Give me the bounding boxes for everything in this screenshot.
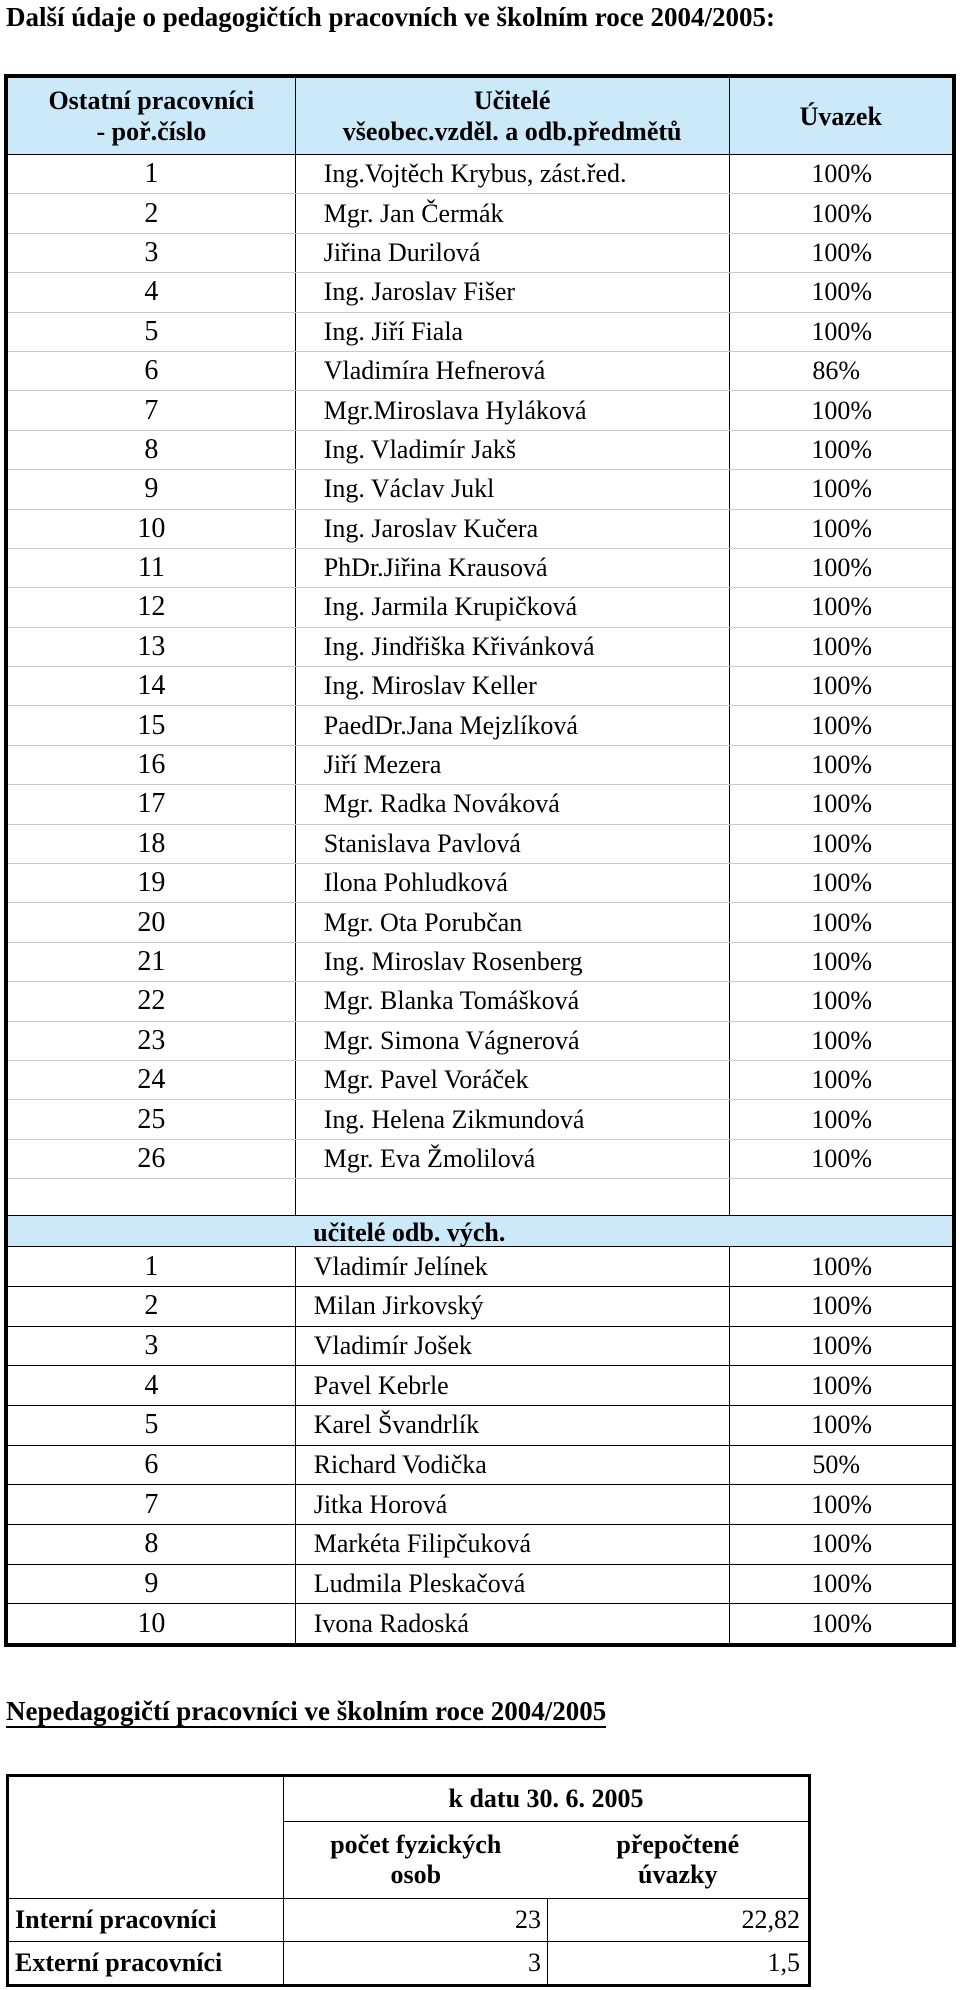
row-number: 10 xyxy=(6,509,295,548)
workload-percent: 100% xyxy=(729,1326,954,1366)
workload-percent: 100% xyxy=(729,1247,954,1287)
fte-value: 22,82 xyxy=(548,1899,810,1942)
row-number: 24 xyxy=(6,1060,295,1099)
staff-name: Mgr. Pavel Voráček xyxy=(295,1060,729,1099)
staff-name: Mgr. Ota Porubčan xyxy=(295,903,729,942)
staff-name: Ludmila Pleskačová xyxy=(295,1564,729,1604)
table-row xyxy=(6,509,954,548)
section-header xyxy=(6,1216,954,1247)
staff-name: Richard Vodička xyxy=(295,1445,729,1485)
row-number: 26 xyxy=(6,1139,295,1178)
staff-name: Ing.Vojtěch Krybus, zást.řed. xyxy=(295,155,729,194)
table-row xyxy=(6,1564,954,1604)
staff-name: Markéta Filipčuková xyxy=(295,1524,729,1564)
row-number: 15 xyxy=(6,706,295,745)
workload-percent: 100% xyxy=(729,509,954,548)
persons-count: 3 xyxy=(284,1942,548,1986)
teachers-table xyxy=(4,74,956,1647)
staff-name: Ing. Jaroslav Fišer xyxy=(295,273,729,312)
table-row xyxy=(6,351,954,390)
workload-percent: 100% xyxy=(729,588,954,627)
blank-cell xyxy=(729,1179,954,1216)
workload-percent: 100% xyxy=(729,430,954,469)
row-number: 17 xyxy=(6,785,295,824)
table-row xyxy=(6,627,954,666)
table-row xyxy=(6,1139,954,1178)
workload-percent: 100% xyxy=(729,1286,954,1326)
workload-percent: 50% xyxy=(729,1445,954,1485)
staff-name: Jitka Horová xyxy=(295,1485,729,1525)
staff-name: Mgr. Radka Nováková xyxy=(295,785,729,824)
table-row xyxy=(6,1366,954,1406)
table-row xyxy=(6,706,954,745)
row-number: 8 xyxy=(6,1524,295,1564)
table-row xyxy=(6,312,954,351)
staff-name: Mgr. Jan Čermák xyxy=(295,194,729,233)
table-row xyxy=(6,1405,954,1445)
table-row xyxy=(6,273,954,312)
workload-percent: 100% xyxy=(729,942,954,981)
workload-percent: 100% xyxy=(729,312,954,351)
section-blank xyxy=(6,1216,295,1247)
blank-row xyxy=(6,1179,954,1216)
staff-name: Ing. Vladimír Jakš xyxy=(295,430,729,469)
table-row xyxy=(6,1286,954,1326)
row-number: 2 xyxy=(6,1286,295,1326)
workload-percent: 100% xyxy=(729,1100,954,1139)
table-row xyxy=(6,155,954,194)
fte-value: 1,5 xyxy=(767,1948,801,1977)
workload-percent: 100% xyxy=(729,273,954,312)
row-number: 23 xyxy=(6,1021,295,1060)
row-number: 11 xyxy=(6,548,295,587)
table-row xyxy=(6,588,954,627)
table-row xyxy=(6,667,954,706)
table-row xyxy=(6,1485,954,1525)
table-row xyxy=(6,1100,954,1139)
workload-percent: 100% xyxy=(729,903,954,942)
workload-percent: 100% xyxy=(729,667,954,706)
workload-percent: 100% xyxy=(729,1139,954,1178)
row-number: 20 xyxy=(6,903,295,942)
workload-percent: 100% xyxy=(729,745,954,784)
workload-percent: 100% xyxy=(729,785,954,824)
staff-name: Jiří Mezera xyxy=(295,745,729,784)
row-number: 3 xyxy=(6,233,295,272)
table-row xyxy=(6,430,954,469)
workload-percent: 100% xyxy=(729,706,954,745)
table-row xyxy=(6,785,954,824)
row-number: 8 xyxy=(6,430,295,469)
row-number: 16 xyxy=(6,745,295,784)
row-number: 25 xyxy=(6,1100,295,1139)
header-teachers: Učitelé všeobec.vzděl. a odb.předmětů xyxy=(295,76,729,155)
workload-percent: 100% xyxy=(729,194,954,233)
table-row xyxy=(6,1524,954,1564)
row-number: 21 xyxy=(6,942,295,981)
table-row xyxy=(6,548,954,587)
table-row xyxy=(6,903,954,942)
workload-percent: 100% xyxy=(729,982,954,1021)
staff-name: Mgr. Eva Žmolilová xyxy=(295,1139,729,1178)
workload-percent: 100% xyxy=(729,1060,954,1099)
staff-name: Ing. Jiří Fiala xyxy=(295,312,729,351)
header-workload: Úvazek xyxy=(729,76,954,155)
staff-name: Ing. Václav Jukl xyxy=(295,470,729,509)
row-number: 18 xyxy=(6,824,295,863)
blank-cell xyxy=(6,1179,295,1216)
row-number: 9 xyxy=(6,470,295,509)
page-title: Další údaje o pedagogičtích pracovních ve školním roce 2004/2005: xyxy=(6,2,775,32)
blank-cell xyxy=(295,1179,729,1216)
table-row xyxy=(6,1021,954,1060)
teachers-table-header xyxy=(6,76,954,155)
table-row xyxy=(6,391,954,430)
row-number: 6 xyxy=(6,1445,295,1485)
row-number: 14 xyxy=(6,667,295,706)
header-fte: přepočtené úvazky xyxy=(548,1822,810,1899)
workload-percent: 100% xyxy=(729,864,954,903)
workload-percent: 100% xyxy=(729,1405,954,1445)
persons-count: 23 xyxy=(284,1899,548,1942)
row-number: 12 xyxy=(6,588,295,627)
workload-percent: 100% xyxy=(729,233,954,272)
workload-percent: 100% xyxy=(729,1366,954,1406)
date-header: k datu 30. 6. 2005 xyxy=(284,1776,810,1822)
table-row xyxy=(6,233,954,272)
row-label: Externí pracovníci xyxy=(8,1942,284,1986)
staff-name: Mgr. Simona Vágnerová xyxy=(295,1021,729,1060)
row-number: 5 xyxy=(6,1405,295,1445)
date-header-row xyxy=(8,1776,810,1822)
row-number: 4 xyxy=(6,1366,295,1406)
row-number: 9 xyxy=(6,1564,295,1604)
row-number: 13 xyxy=(6,627,295,666)
workload-percent: 100% xyxy=(729,1564,954,1604)
row-number: 1 xyxy=(6,155,295,194)
row-number: 5 xyxy=(6,312,295,351)
table-row xyxy=(6,1247,954,1287)
staff-name: PhDr.Jiřina Krausová xyxy=(295,548,729,587)
workload-percent: 100% xyxy=(729,470,954,509)
table-row xyxy=(6,745,954,784)
table-row xyxy=(6,470,954,509)
row-number: 19 xyxy=(6,864,295,903)
workload-percent: 100% xyxy=(729,155,954,194)
workload-percent: 100% xyxy=(729,1485,954,1525)
section-blank xyxy=(729,1216,954,1247)
staff-name: Mgr. Blanka Tomášková xyxy=(295,982,729,1021)
header-other-staff: Ostatní pracovníci - poř.číslo xyxy=(6,76,295,155)
staff-name: Ivona Radoská xyxy=(295,1604,729,1645)
row-number: 4 xyxy=(6,273,295,312)
workload-percent: 100% xyxy=(729,627,954,666)
header-persons: počet fyzických osob xyxy=(284,1822,548,1899)
workload-percent: 100% xyxy=(729,824,954,863)
table-row xyxy=(6,982,954,1021)
staff-name: Milan Jirkovský xyxy=(295,1286,729,1326)
staff-name: Karel Švandrlík xyxy=(295,1405,729,1445)
staff-name: Pavel Kebrle xyxy=(295,1366,729,1406)
table-row xyxy=(6,1445,954,1485)
row-number: 1 xyxy=(6,1247,295,1287)
workload-percent: 100% xyxy=(729,548,954,587)
row-number: 6 xyxy=(6,351,295,390)
empty-label-cell xyxy=(8,1822,284,1899)
table-row xyxy=(6,1604,954,1645)
table-row xyxy=(8,1942,810,1986)
staff-name: Ing. Jaroslav Kučera xyxy=(295,509,729,548)
row-number: 7 xyxy=(6,391,295,430)
workload-percent: 100% xyxy=(729,1524,954,1564)
staff-name: Ing. Miroslav Rosenberg xyxy=(295,942,729,981)
workload-percent: 100% xyxy=(729,1604,954,1645)
row-number: 3 xyxy=(6,1326,295,1366)
staff-name: Jiřina Durilová xyxy=(295,233,729,272)
row-number: 2 xyxy=(6,194,295,233)
table-row xyxy=(6,824,954,863)
table-row xyxy=(6,942,954,981)
table-row xyxy=(6,864,954,903)
staff-name: Vladimíra Hefnerová xyxy=(295,351,729,390)
non-teaching-title: Nepedagogičtí pracovníci ve školním roce 2004/2005 xyxy=(6,1696,607,1726)
row-number: 22 xyxy=(6,982,295,1021)
table-row xyxy=(8,1899,810,1942)
section-label: učitelé odb. vých. xyxy=(295,1216,729,1247)
staff-name: Stanislava Pavlová xyxy=(295,824,729,863)
workload-percent: 100% xyxy=(729,391,954,430)
workload-percent: 100% xyxy=(729,1021,954,1060)
staff-name: Ing. Helena Zikmundová xyxy=(295,1100,729,1139)
non-teaching-table xyxy=(6,1774,811,1987)
row-label: Interní pracovníci xyxy=(8,1899,284,1942)
row-number: 7 xyxy=(6,1485,295,1525)
staff-name: Vladimír Jošek xyxy=(295,1326,729,1366)
staff-name: Ilona Pohludková xyxy=(295,864,729,903)
staff-name: Vladimír Jelínek xyxy=(295,1247,729,1287)
staff-name: Ing. Miroslav Keller xyxy=(295,667,729,706)
row-number: 10 xyxy=(6,1604,295,1645)
workload-percent: 86% xyxy=(729,351,954,390)
staff-name: Ing. Jarmila Krupičková xyxy=(295,588,729,627)
table-row xyxy=(6,1326,954,1366)
subheader-row xyxy=(8,1822,810,1899)
staff-name: PaedDr.Jana Mejzlíková xyxy=(295,706,729,745)
staff-name: Ing. Jindřiška Křivánková xyxy=(295,627,729,666)
staff-name: Mgr.Miroslava Hyláková xyxy=(295,391,729,430)
table-row xyxy=(6,1060,954,1099)
table-row xyxy=(6,194,954,233)
empty-corner xyxy=(8,1776,284,1822)
